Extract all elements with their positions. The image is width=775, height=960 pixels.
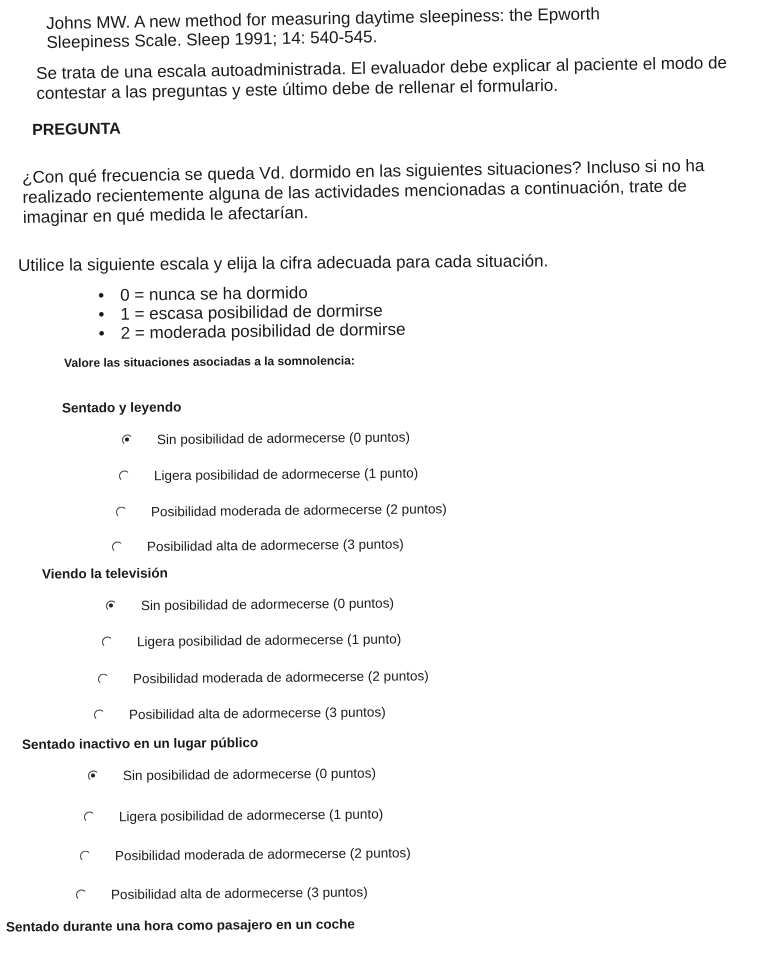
scale-item: • 1 = escasa posibilidad de dormirse: [98, 301, 405, 324]
option-label: Sin posibilidad de adormecerse (0 puntos): [156, 429, 410, 448]
radio-button-icon[interactable]: [106, 600, 117, 611]
radio-option[interactable]: [98, 668, 429, 686]
option-label: Posibilidad alta de adormecerse (3 puntos): [110, 884, 368, 903]
option-label: Sin posibilidad de adormecerse (0 puntos): [122, 765, 376, 784]
citation: Johns MW. A new method for measuring daytime sleepiness: the Epworth Sleepiness Scale. Sleep 1991; 14: 540-545.: [46, 4, 600, 52]
radio-button-icon[interactable]: [116, 507, 127, 518]
option-label: Ligera posibilidad de adormecerse (1 punto): [136, 631, 402, 650]
situation-label-reading: Sentado y leyendo: [61, 399, 182, 416]
section-heading: PREGUNTA: [32, 120, 121, 139]
scale-item: • 0 = nunca se ha dormido: [98, 282, 405, 305]
situation-label-tv: Viendo la televisión: [41, 565, 168, 582]
question-paragraph: ¿Con qué frecuencia se queda Vd. dormido en las siguientes situaciones? Incluso si no ha realizado recientemente alguna de las actividades mencionadas a continuación, trate de imaginar en qué medida le afectarían.: [22, 156, 705, 227]
option-label: Posibilidad moderada de adormecerse (2 puntos): [150, 501, 447, 520]
radio-button-icon[interactable]: [102, 636, 113, 647]
option-label: Posibilidad moderada de adormecerse (2 puntos): [114, 845, 411, 864]
radio-button-icon[interactable]: [84, 811, 95, 822]
radio-button-icon[interactable]: [80, 851, 91, 862]
option-label: Ligera posibilidad de adormecerse (1 punto): [153, 465, 419, 484]
scale-list: [98, 282, 406, 343]
radio-button-icon[interactable]: [122, 434, 133, 445]
radio-option[interactable]: [94, 704, 386, 722]
radio-option[interactable]: [80, 845, 411, 863]
option-label: Posibilidad alta de adormecerse (3 puntos): [128, 704, 386, 723]
radio-option[interactable]: [119, 465, 418, 483]
radio-option[interactable]: [102, 631, 401, 649]
radio-button-icon[interactable]: [94, 709, 105, 720]
radio-option[interactable]: [106, 595, 394, 613]
radio-option[interactable]: [88, 765, 376, 783]
option-label: Posibilidad moderada de adormecerse (2 puntos): [132, 668, 429, 687]
radio-button-icon[interactable]: [76, 889, 87, 900]
radio-button-icon[interactable]: [98, 674, 109, 685]
radio-option[interactable]: [116, 501, 447, 519]
radio-option[interactable]: [122, 429, 410, 447]
intro-paragraph: Se trata de una escala autoadministrada. El evaluador debe explicar al paciente el modo de contestar a las preguntas y este último debe de rellenar el formulario.: [36, 53, 728, 103]
radio-button-icon[interactable]: [112, 541, 123, 552]
option-label: Posibilidad alta de adormecerse (3 puntos): [146, 536, 404, 555]
radio-button-icon[interactable]: [88, 770, 99, 781]
radio-option[interactable]: [112, 536, 404, 554]
situation-label-car-passenger: Sentado durante una hora como pasajero en un coche: [5, 916, 355, 935]
scale-item: • 2 = moderada posibilidad de dormirse: [99, 320, 406, 343]
instruction-text: Utilice la siguiente escala y elija la cifra adecuada para cada situación.: [18, 251, 549, 275]
rating-prompt: Valore las situaciones asociadas a la somnolencia:: [64, 353, 355, 370]
radio-option[interactable]: [84, 806, 383, 824]
situation-label-public-place: Sentado inactivo en un lugar público: [21, 734, 259, 753]
option-label: Ligera posibilidad de adormecerse (1 punto): [118, 806, 384, 825]
option-label: Sin posibilidad de adormecerse (0 puntos): [140, 595, 394, 614]
radio-button-icon[interactable]: [119, 470, 130, 481]
radio-option[interactable]: [76, 884, 368, 902]
